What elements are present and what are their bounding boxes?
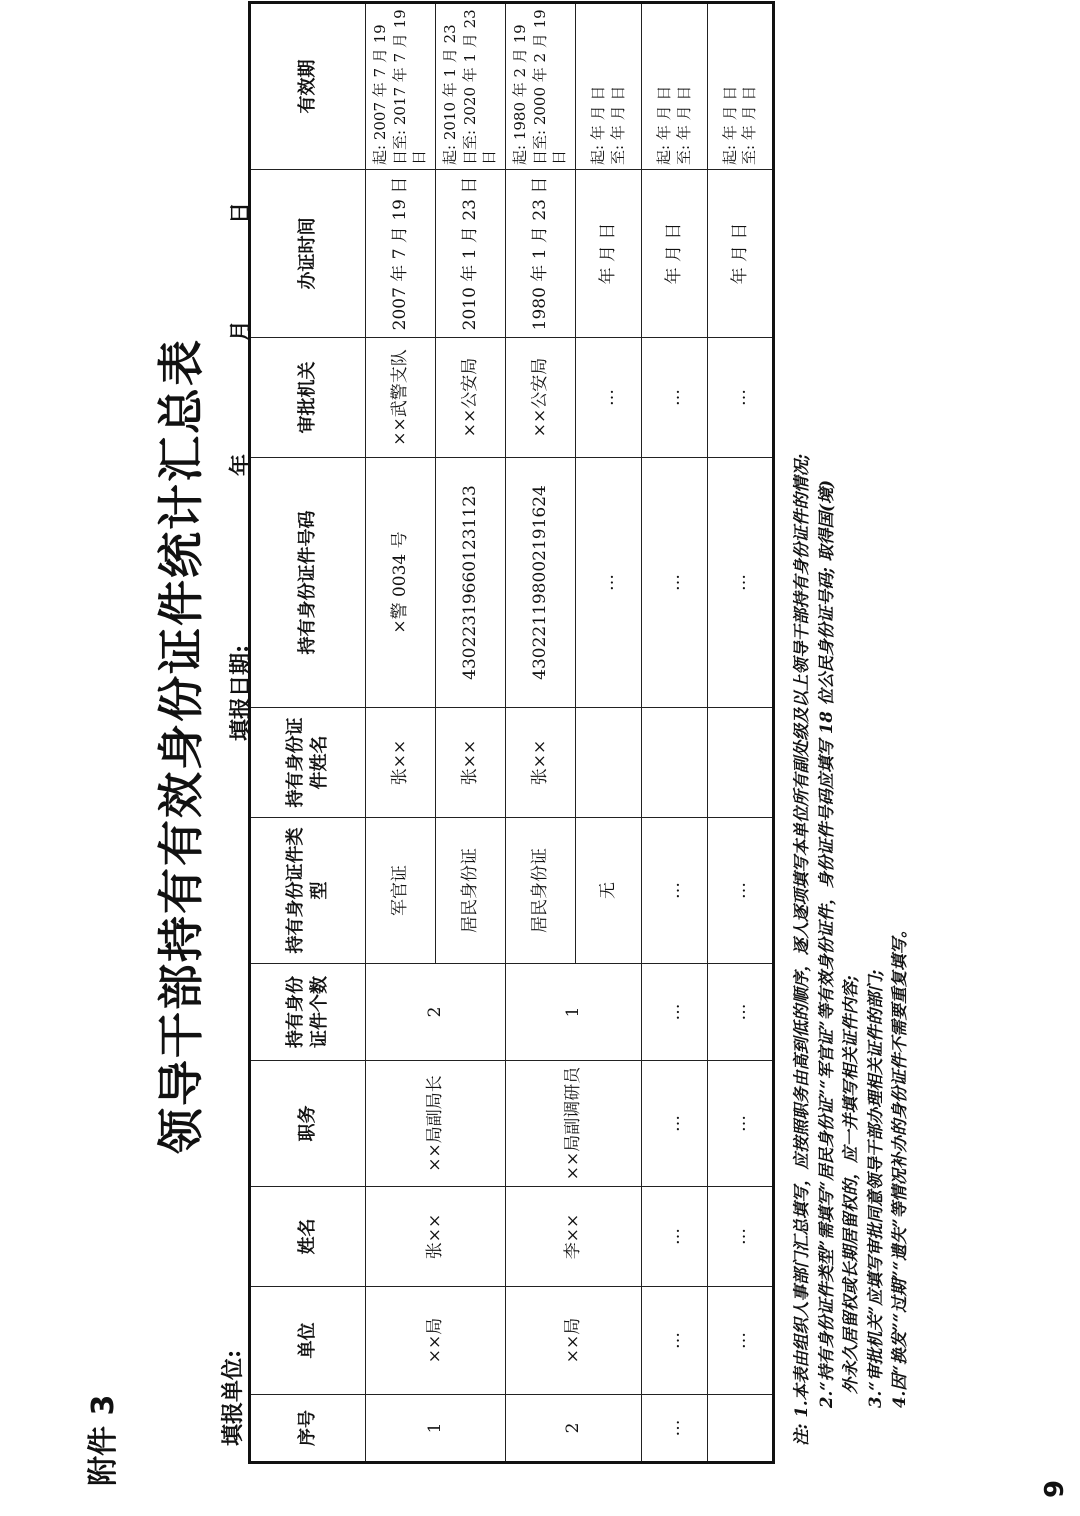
note-2-continued: 外永久居留权或长期居留权的，应一并填写相关证件内容; xyxy=(841,975,860,1394)
cell-unit: ××局 xyxy=(366,1287,506,1395)
cell-type: … xyxy=(708,818,774,964)
cell-validity xyxy=(708,3,774,170)
cell-unit: ××局 xyxy=(506,1287,642,1395)
validity-from: 起: 年 月 日 xyxy=(589,85,607,165)
cell-count: … xyxy=(708,964,774,1061)
cell-authority: … xyxy=(708,338,774,458)
cell-issue-date: 年 月 日 xyxy=(642,170,708,338)
header-issue-date: 办证时间 xyxy=(250,170,366,338)
header-seq: 序号 xyxy=(250,1395,366,1463)
cell-seq xyxy=(708,1395,774,1463)
note-4: 4.因“换发”“过期”“遗失”等情况补办的身份证件不需要重复填写。 xyxy=(890,921,909,1408)
date-year: 年 xyxy=(228,453,254,476)
cell-issue-date: 2007 年 7 月 19 日 xyxy=(366,170,436,338)
header-type: 持有身份证件类型 xyxy=(250,818,366,964)
header-holder: 持有身份证件姓名 xyxy=(250,708,366,818)
cell-seq: 1 xyxy=(366,1395,506,1463)
cell-name: … xyxy=(708,1187,774,1287)
cell-type: … xyxy=(642,818,708,964)
page-title: 领导干部持有有效身份证件统计汇总表 xyxy=(154,338,208,1154)
cell-seq: … xyxy=(642,1395,708,1463)
header-unit: 单位 xyxy=(250,1287,366,1395)
cell-position: … xyxy=(708,1061,774,1187)
cell-position: ××局副局长 xyxy=(366,1061,506,1187)
cell-position: ××局副调研员 xyxy=(506,1061,642,1187)
cell-number: … xyxy=(708,458,774,708)
cell-validity: 起: 2007 年 7 月 19 日至: 2017 年 7 月 19 日 xyxy=(366,3,436,170)
cell-position: … xyxy=(642,1061,708,1187)
validity-from: 起: 年 月 日 xyxy=(655,85,673,165)
validity-to: 至: 年 月 日 xyxy=(740,85,758,165)
cell-holder: 张×× xyxy=(506,708,576,818)
note-1: 注: 1.本表由组织人事部门汇总填写，应按照职务由高到低的顺序，逐人逐项填写本单位所有副处级及以上领导干部持有身份证件的情况; xyxy=(792,453,811,1446)
cell-number: … xyxy=(642,458,708,708)
cell-validity: 起: 2010 年 1 月 23 日至: 2020 年 1 月 23 日 xyxy=(436,3,506,170)
cell-authority: ××武警支队 xyxy=(366,338,436,458)
table-header-row xyxy=(250,3,366,1463)
date-label: 填报日期: xyxy=(228,644,254,741)
cell-number: 430223196601231123 xyxy=(436,458,506,708)
statistics-table xyxy=(248,1,775,1464)
table-row xyxy=(506,3,576,1463)
cell-name: 李×× xyxy=(506,1187,642,1287)
validity-from: 起: 年 月 日 xyxy=(720,85,739,165)
cell-name: … xyxy=(642,1187,708,1287)
page-number: 9 xyxy=(1040,1479,1070,1498)
cell-type: 居民身份证 xyxy=(436,818,506,964)
notes-block xyxy=(790,56,913,1446)
cell-unit: … xyxy=(708,1287,774,1395)
note-3: 3.“审批机关”应填写审批同意领导干部办理相关证件的部门; xyxy=(865,969,885,1408)
table-row xyxy=(642,3,708,1463)
cell-authority: … xyxy=(642,338,708,458)
date-month: 月 xyxy=(228,319,254,342)
cell-validity: 起: 1980 年 2 月 19 日至: 2000 年 2 月 19 日 xyxy=(506,3,576,170)
attachment-label: 附件 3 xyxy=(86,1394,121,1486)
cell-issue-date: 2010 年 1 月 23 日 xyxy=(436,170,506,338)
cell-number: 430221198002191624 xyxy=(506,458,576,708)
date-day: 日 xyxy=(228,201,254,224)
validity-to: 至: 年 月 日 xyxy=(674,85,693,165)
unit-label: 填报单位: xyxy=(220,1349,246,1446)
cell-count: … xyxy=(642,964,708,1061)
table-row xyxy=(708,3,774,1463)
cell-seq: 2 xyxy=(506,1395,642,1463)
cell-holder: 张×× xyxy=(436,708,506,818)
header-count: 持有身份证件个数 xyxy=(250,964,366,1061)
validity-to: 至: 年 月 日 xyxy=(608,85,627,165)
header-name: 姓名 xyxy=(250,1187,366,1287)
cell-type: 军官证 xyxy=(366,818,436,964)
cell-holder: 张×× xyxy=(366,708,436,818)
cell-count: 2 xyxy=(366,964,506,1061)
cell-number: ×警 0034 号 xyxy=(366,458,436,708)
header-authority: 审批机关 xyxy=(250,338,366,458)
cell-count: 1 xyxy=(506,964,642,1061)
cell-holder xyxy=(642,708,708,818)
header-position: 职务 xyxy=(250,1061,366,1187)
cell-holder xyxy=(576,708,642,818)
note-2: 2.“持有身份证件类型”需填写“居民身份证”“军官证”等有效身份证件，身份证件号码应填写 18 位公民身份证号码; 取得国(境) xyxy=(816,479,836,1408)
cell-type: 居民身份证 xyxy=(506,818,576,964)
cell-number: … xyxy=(576,458,642,708)
cell-unit: … xyxy=(642,1287,708,1395)
cell-issue-date: 1980 年 1 月 23 日 xyxy=(506,170,576,338)
header-validity: 有效期 xyxy=(250,3,366,170)
header-number: 持有身份证件号码 xyxy=(250,458,366,708)
cell-validity xyxy=(576,3,642,170)
cell-type: 无 xyxy=(576,818,642,964)
cell-issue-date: 年 月 日 xyxy=(708,170,774,338)
cell-authority: … xyxy=(576,338,642,458)
table-row xyxy=(366,3,436,1463)
cell-validity xyxy=(642,3,708,170)
cell-issue-date: 年 月 日 xyxy=(576,170,642,338)
cell-holder xyxy=(708,708,774,818)
cell-name: 张×× xyxy=(366,1187,506,1287)
cell-authority: ××公安局 xyxy=(506,338,576,458)
cell-authority: ××公安局 xyxy=(436,338,506,458)
